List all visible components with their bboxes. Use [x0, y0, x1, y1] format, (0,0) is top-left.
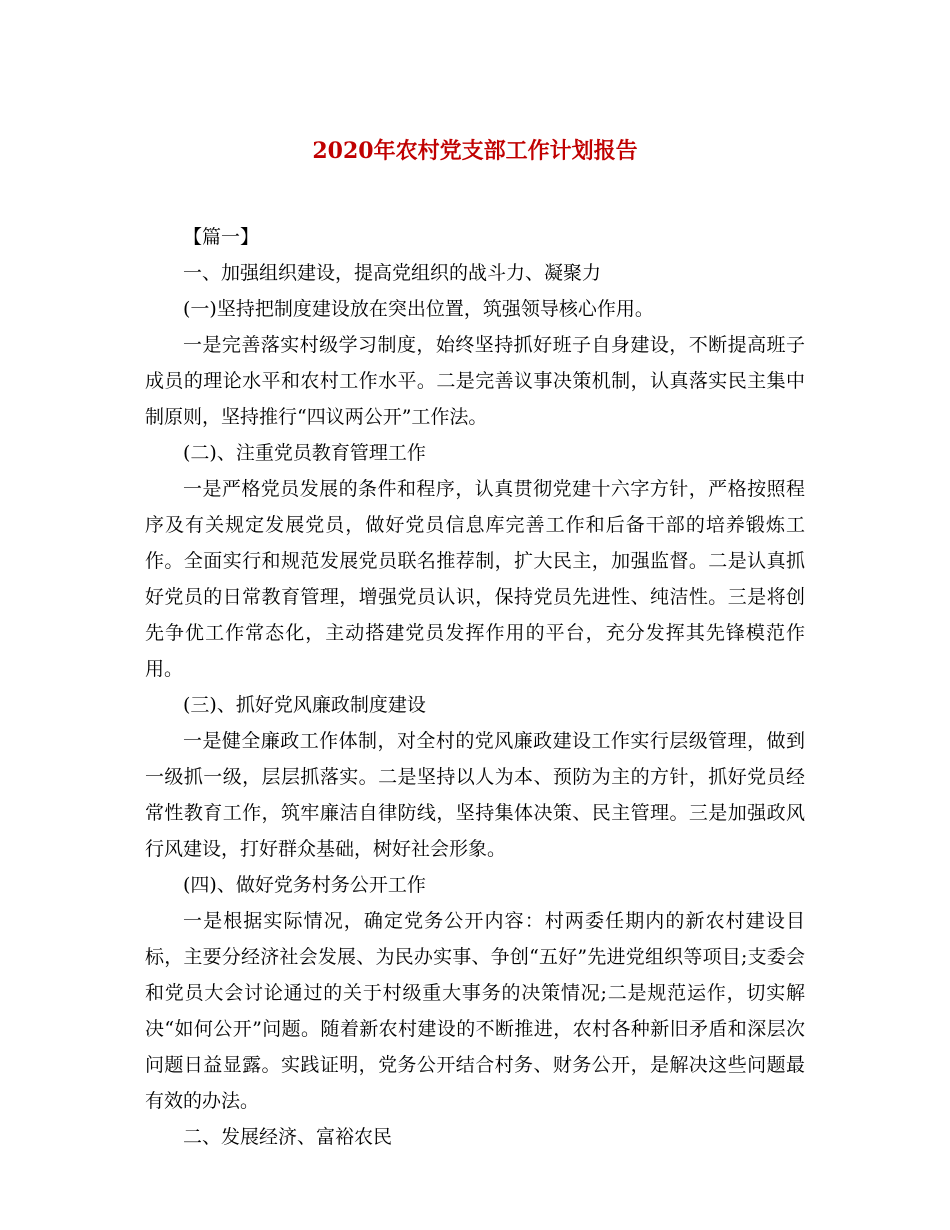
document-title: 2020年农村党支部工作计划报告: [312, 138, 638, 164]
body-paragraph: 一是严格党员发展的条件和程序，认真贯彻党建十六字方针，严格按照程序及有关规定发展党员，做好党员信息库完善工作和后备干部的培养锻炼工作。全面实行和规范发展党员联名推荐制，扩大民主，加强监督。二是认真抓好党员的日常教育管理，增强党员认识，保持党员先进性、纯洁性。三是将创先争优工作常态化，主动搭建党员发挥作用的平台，充分发挥其先锋模范作用。: [145, 478, 805, 680]
section-heading: 二、发展经济、富裕农民: [183, 1126, 393, 1148]
body-paragraph: 一是健全廉政工作体制，对全村的党风廉政建设工作实行层级管理，做到一级抓一级，层层抓落实。二是坚持以人为本、预防为主的方针，抓好党员经常性教育工作，筑牢廉洁自律防线，坚持集体决策、民主管理。三是加强政风行风建设，打好群众基础，树好社会形象。: [145, 730, 805, 860]
document-body: [145, 219, 805, 1155]
section-label: 【篇一】: [183, 226, 260, 248]
section-heading: 一、加强组织建设，提高党组织的战斗力、凝聚力: [183, 262, 602, 284]
subsection-heading: (二)、注重党员教育管理工作: [183, 442, 426, 464]
body-paragraph: 一是根据实际情况，确定党务公开内容：村两委任期内的新农村建设目标，主要分经济社会发展、为民办实事、争创“五好”先进党组织等项目;支委会和党员大会讨论通过的关于村级重大事务的决策情况;二是规范运作，切实解决“如何公开”问题。随着新农村建设的不断推进，农村各种新旧矛盾和深层次问题日益显露。实践证明，党务公开结合村务、财务公开，是解决这些问题最有效的办法。: [145, 910, 805, 1112]
subsection-heading: (四)、做好党务村务公开工作: [183, 874, 426, 896]
subsection-heading: (三)、抓好党风廉政制度建设: [183, 694, 426, 716]
subsection-heading: (一)坚持把制度建设放在突出位置，筑强领导核心作用。: [183, 298, 654, 320]
body-paragraph: 一是完善落实村级学习制度，始终坚持抓好班子自身建设，不断提高班子成员的理论水平和农村工作水平。二是完善议事决策机制，认真落实民主集中制原则，坚持推行“四议两公开”工作法。: [145, 334, 805, 428]
